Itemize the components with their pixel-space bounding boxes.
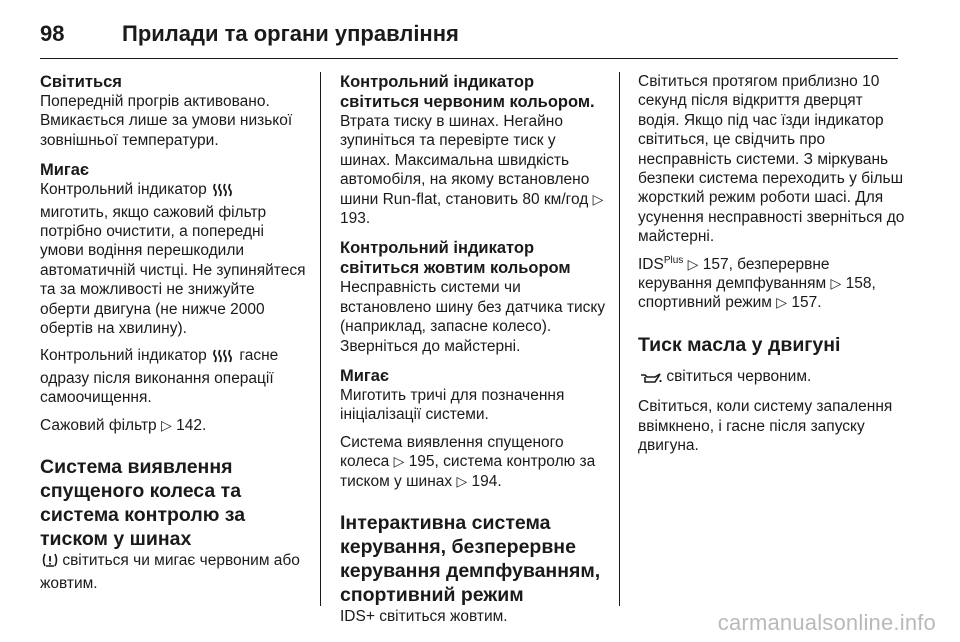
header-rule bbox=[40, 58, 898, 59]
yellow-heading: Контрольний індикатор світиться жовтим кольором bbox=[340, 239, 571, 278]
tire-section-title: Система виявлення спущеного колеса та система контролю за тиском у шинах bbox=[40, 456, 246, 551]
tire-section-text bbox=[40, 551, 306, 593]
ids-section-text: IDS+ світиться жовтим. bbox=[340, 608, 508, 626]
oil-status bbox=[638, 367, 906, 389]
page-title: Прилади та органи управління bbox=[122, 21, 459, 46]
ids-page-2: 158, спортивний режим bbox=[638, 275, 876, 312]
ids-references[interactable] bbox=[638, 255, 906, 313]
reference-arrow-icon: ▷ bbox=[592, 190, 604, 207]
reference-arrow-icon: ▷ bbox=[393, 453, 405, 470]
reference-arrow-icon: ▷ bbox=[456, 472, 468, 489]
red-heading: Контрольний індикатор світиться червоним кольором. bbox=[340, 73, 595, 111]
oil-description: Світиться, коли систему запалення ввімкнено, і гасне після запуску двигуна. bbox=[638, 398, 893, 455]
reference-arrow-icon: ▷ bbox=[776, 294, 788, 311]
column-1 bbox=[40, 72, 306, 601]
flashes-heading-2: Мигає bbox=[340, 367, 390, 386]
page-number: 98 bbox=[40, 21, 65, 46]
oil-section-title: Тиск масла у двигуні bbox=[638, 333, 841, 356]
red-ref-page[interactable]: 193. bbox=[340, 210, 371, 228]
flashes-text-2b: гасне одразу після виконання операції самоочищення. bbox=[40, 347, 279, 407]
tire-pressure-icon bbox=[42, 553, 58, 573]
tire-status-text: світиться чи мигає червоним або жовтим. bbox=[40, 552, 300, 592]
oil-status-text: світиться червоним. bbox=[666, 367, 812, 385]
flashes-text-1b: миготить, якщо сажовий фільтр потрібно очистити, а попередні умови водіння перешкодили автоматичній чистці. Не зупиняйтеся та за можливості не знижуйте оберти двигуна (не нижче 2000 обертів на хвилину). bbox=[40, 203, 306, 338]
yellow-text: Несправність системи чи встановлено шину без датчика тиску (наприклад, запасне колесо). Зверніться до майстерні. bbox=[340, 279, 606, 355]
flashes-text-2: Миготить тричі для позначення ініціалізації системи. bbox=[340, 387, 565, 424]
flashes-heading: Мигає bbox=[40, 161, 90, 180]
ids-description: Світиться протягом приблизно 10 секунд після відкриття дверцят водія. Якщо під час їзди індикатор світиться, це свідчить про несправність системи. З міркувань безпеки система переходить у більш жорсткий режим роботи шасі. Для усунення несправності зверніться до майстерні. bbox=[638, 73, 905, 246]
column-3 bbox=[638, 72, 906, 464]
filter-ref-page: 142. bbox=[176, 416, 207, 434]
reference-arrow-icon: ▷ bbox=[687, 255, 699, 272]
oil-pressure-icon bbox=[640, 370, 662, 389]
lights-text: Попередній прогрів активовано. Вмикається лише за умови низької зовнішньої температури. bbox=[40, 93, 293, 149]
lights-heading: Світиться bbox=[40, 73, 122, 91]
ids-page-1: 157, безперервне керування демпфуванням bbox=[638, 255, 830, 293]
red-paragraph bbox=[340, 112, 606, 228]
system-reference[interactable] bbox=[340, 433, 606, 491]
watermark: carmanualsonline.info bbox=[717, 610, 936, 635]
ids-superscript: Plus bbox=[663, 254, 684, 266]
ref-text-a: Система виявлення спущеного колеса bbox=[340, 433, 564, 471]
glow-plug-icon bbox=[213, 349, 235, 368]
flashes-paragraph-1 bbox=[40, 180, 306, 338]
column-divider-2 bbox=[619, 72, 620, 606]
reference-arrow-icon: ▷ bbox=[160, 416, 172, 433]
ids-section-title: Інтерактивна система керування, безперервне керування демпфуванням, спортивний режим bbox=[340, 512, 601, 607]
red-text: Втрата тиску в шинах. Негайно зупиніться та перевірте тиск у шинах. Максимальна швидкість автомобіля, на якому встановлено шини Run-flat, становить 80 км/год bbox=[340, 113, 590, 208]
reference-arrow-icon: ▷ bbox=[830, 275, 842, 292]
filter-reference[interactable] bbox=[40, 416, 306, 435]
page-header bbox=[40, 14, 459, 54]
glow-plug-icon bbox=[213, 183, 235, 202]
ref-page-b: 194. bbox=[471, 472, 502, 490]
ref-page-a: 195, система контролю за тиском у шинах bbox=[340, 453, 596, 490]
column-2 bbox=[340, 72, 606, 635]
ids-prefix: IDS bbox=[638, 255, 664, 273]
column-divider-1 bbox=[320, 72, 321, 606]
filter-ref-text: Сажовий фільтр bbox=[40, 416, 157, 434]
flashes-paragraph-2 bbox=[40, 346, 306, 407]
flashes-text-2a: Контрольний індикатор bbox=[40, 347, 207, 365]
ids-page-3: 157. bbox=[791, 294, 822, 312]
flashes-text-1a: Контрольний індикатор bbox=[40, 181, 207, 199]
